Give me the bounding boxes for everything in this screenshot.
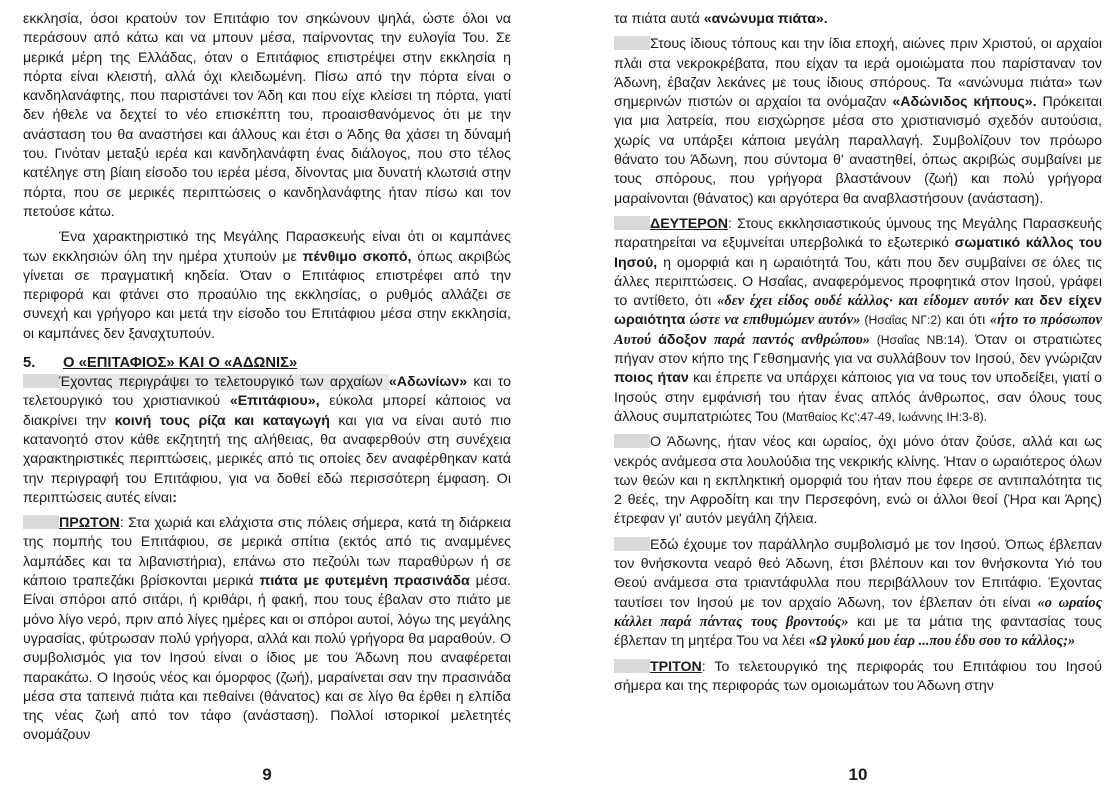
bold-phrase: σωματικό κάλλος του Ιησού, xyxy=(614,235,1102,271)
paragraph-text: Ένα χαρακτηριστικό της Μεγάλης Παρασκευής είναι ότι οι καμπάνες των εκκλησιών όλη την ημέρα χτυπούν με xyxy=(23,229,511,265)
section-title: Ο «ΕΠΙΤΑΦΙΟΣ» ΚΑΙ Ο «ΑΔΩΝΙΣ» xyxy=(63,355,298,372)
item-label: ΔΕΥΤΕΡΟΝ xyxy=(650,215,728,232)
paragraph-text: : Στα χωριά και ελάχιστα στις πόλεις σήμερα, κατά τη διάρκεια της πομπής του Επιτάφιου, σε μερικά σπίτια (εκτός από τις αναμμένες λαμπάδες και τα λιβανιστήρια), επάνω στο πεζούλι των παραθύρων ή σε κάποιο τραπεζάκι βρίσκονται μερικά xyxy=(23,515,511,590)
paragraph xyxy=(614,10,1102,29)
citation: (Ησαΐας ΝΒ:14). xyxy=(869,332,968,347)
page-number: 9 xyxy=(262,765,272,784)
paragraph-text: Έχοντας περιγράψει το τελετουργικό των αρχαίων xyxy=(59,374,389,391)
paragraph-text: Στους ίδιους τόπους και την ίδια εποχή, αιώνες πριν Χριστού, οι αρχαίοι πλάι στα νεκροκρέβατα, που είχαν τα ιερά ομοιώματα που παρίσταναν τον Άδωνη, έβαζαν λεκάνες με τους ίδιους σπόρους. Τα «ανώνυμα πιάτα» των σημερινών πιστών οι αρχαίοι τα ονόμαζαν xyxy=(614,36,1102,111)
bold-phrase: πένθιμο σκοπό, xyxy=(302,248,412,265)
paragraph-text: εύκολα μπορεί κάποιος να διακρίνει την xyxy=(23,393,512,429)
section-heading xyxy=(23,354,511,373)
paragraph xyxy=(23,514,511,746)
paragraph-text: τα πιάτα αυτά xyxy=(614,11,704,27)
paragraph xyxy=(614,35,1102,209)
left-page xyxy=(23,0,511,793)
bold-phrase: κοινή τους ρίζα και καταγωγή xyxy=(114,412,330,429)
paragraph xyxy=(614,536,1102,652)
paragraph xyxy=(23,228,511,344)
paragraph-text: η ομορφιά και η ωραιότητά Του, κάτι που δεν συμβαίνει σε όλες τις άλλες περιπτώσεις. Ο Ησαΐας, αναφερόμενος προφητικά στον Ιησού, γράφει το αντίθετο, ότι xyxy=(614,254,1102,310)
section-number: 5. xyxy=(23,355,36,372)
quote: «Ω γλυκύ μου έαρ ...που έδυ σου το κάλλος;» xyxy=(808,633,1076,650)
paragraph-text: : Το τελετουργικό της περιφοράς του Επιτάφιου του Ιησού σήμερα και της περιφοράς των ομοιωμάτων του Άδωνη στην xyxy=(614,658,1102,694)
quote: «ήτο το πρόσωπον Αυτού xyxy=(614,312,1103,348)
paragraph xyxy=(614,433,1102,529)
paragraph-text: Όταν οι στρατιώτες πήγαν στον κήπο της Γεθσημανής για να συλλάβουν τον Ιησού, δεν γνώριζαν xyxy=(614,331,1102,368)
paragraph-text: Εδώ έχουμε τον παράλληλο συμβολισμό με τον Ιησού. Όπως έβλεπαν τον θνήσκοντα νεαρό θεό Άδωνη, έτσι βλέπουν και τον θνήσκοντα Υιό του Θεού ανάμεσα στα τριαντάφυλλα που περιβάλλουν τον Επιτάφιο. Έχοντας ταυτίσει τον Ιησού με τον αρχαίο Άδωνη, τον έβλεπαν ότι είναι xyxy=(614,536,1102,611)
quote: «δεν έχει είδος ουδέ κάλλος· και είδομεν αυτόν και xyxy=(717,293,1040,310)
paragraph-text: Πρόκειται για μια λατρεία, που εισχώρησε μέσα στο χριστιανισμό σχεδόν αυτούσια, χωρίς να υπάρξει κάποια μεγάλη παραλλαγή. Συμβολίζουν τον πρόωρο θάνατο του Άδωνη, που σύντομα θ' αναστηθεί, όπως ακριβώς συμβαίνει με τους σπόρους, που γρήγορα βλαστάνουν (ζωή) και πολύ γρήγορα μαραίνονται (θάνατος) και αργότερα θα αναβλαστήσουν (ανάσταση). xyxy=(614,94,1102,207)
bold-phrase: «Αδώνιδος κήπους». xyxy=(892,94,1037,111)
paragraph-text: : Στους εκκλησιαστικούς ύμνους της Μεγάλης Παρασκευής παρατηρείται να εξυμνείται υπερβολικά το εξωτερικό xyxy=(614,215,1102,252)
item-label: ΤΡΙΤΟΝ xyxy=(650,658,702,675)
right-page xyxy=(614,0,1102,793)
quote: παρά παντός ανθρώπου» xyxy=(706,331,870,348)
paragraph-text: και το τελετουργικό του χριστιανικού xyxy=(23,374,512,410)
paragraph xyxy=(614,215,1102,427)
quote: «ο ωραίος κάλλει παρά πάντας τους βροντούς» xyxy=(614,594,1102,630)
paragraph xyxy=(23,10,511,222)
paragraph xyxy=(23,373,511,508)
bold-phrase: πιάτα με φυτεμένη πρασινάδα xyxy=(259,573,470,590)
paragraph-text: και έπρεπε να υπάρχει κάποιος για να τους τον υποδείξει, γιατί ο Ιησούς στην εμφάνισή του ήταν ένας απλός άνθρωπος, σαν όλους τους άλλους συμπατριώτες Του xyxy=(614,370,1102,425)
bold-phrase: «Επιτάφιου», xyxy=(229,393,320,410)
bold-phrase: άδοξον xyxy=(658,331,707,348)
paragraph-text: Ο Άδωνης, ήταν νέος και ωραίος, όχι μόνο όταν ζούσε, αλλά και ως νεκρός ανάμεσα στα λουλούδια της νεκρικής κλίνης. Ήταν ο ωραιότερος όλων των θεών και η εκπληκτική ομορφιά του ήταν που έφερε σε αντιπαλότητα τις 2 θεές, την Αφροδίτη και την Περσεφόνη, ενώ οι άλλοι θεοί (Ήρα και Άρης) έτρεφαν γι' αυτόν μεγάλη ζήλεια. xyxy=(614,434,1102,528)
paragraph-text: όπως ακριβώς γίνεται σε πραγματική κηδεία. Όταν ο Επιτάφιος επιστρέφει από την περιφορά και φτάνει στο προαύλιο της εκκλησίας, ο ρυθμός αλλάζει σε συνεχή και γρήγορο και μετά την είσοδο του Επιτάφιου μέσα στην εκκλησία, οι καμπάνες δεν ξαναχτυπούν. xyxy=(23,248,511,342)
paragraph-text: εκκλησία, όσοι κρατούν τον Επιτάφιο τον σηκώνουν ψηλά, ώστε όλοι να περάσουν από κάτω και να μπουν μέσα, παίρνοντας την ευλογία Του. Σε μερικά μέρη της Ελλάδας, όταν ο Επιτάφιος επιστρέψει στην εκκλησία η πόρτα είναι κλειστή, αλλά όχι κλειδωμένη. Πίσω από την πόρτα είναι ο κανδηλανάφτης, που παριστάνει τον Άδη και που είχε κλείσει τη πόρτα, γιατί δεν ήθελε να δεχτεί το νέο επισκέπτη του, προαισθανόμενος ότι με την ανάσταση του θα αναστήσει και άλλους και έτσι ο Άδης θα χάσει τη δύναμή του. Γινόταν μεταξύ ιερέα και κανδηλανάφτη ένας διάλογος, που στο τέλος κατέληγε στη βίαιη είσοδο του ιερέα μέσα, δίνοντας μια δυνατή κλωτσιά στην πόρτα, που σε μερικές περιπτώσεις ο κανδηλανάφτης ήταν πίσω και τον πετούσε κάτω. xyxy=(23,11,511,220)
bold-phrase: ποιος ήταν xyxy=(614,370,689,387)
paragraph xyxy=(614,658,1102,697)
paragraph-text: μέσα. Είναι σπόροι από σιτάρι, ή κριθάρι, ή φακή, που τους έβαλαν στο πιάτο με μόνο λίγο νερό, πριν από λίγες ημέρες και οι σπόροι αυτοί, λόγω της μεγάλης υγρασίας, φύτρωσαν πολύ γρήγορα, αλλά και πολύ γρήγορα θα μαραθούν. Ο συμβολισμός για τον Ιησού είναι ο ίδιος με του Άδωνη που αναφέρεται παρακάτω. Ο Ιησούς νέος και όμορφος (ζωή), μαραίνεται σαν την πρασινάδα μέσα στα ταπεινά πιάτα και πεθαίνει (θάνατος) και σε λίγο θα έρθει η ελπίδα της νέας ζωή από τον τάφο (ανάσταση). Πολλοί ιστορικοί μελετητές ονομάζουν xyxy=(23,573,511,744)
citation: (Ησαΐας ΝΓ:2) xyxy=(860,313,942,328)
bold-phrase: «ανώνυμα πιάτα». xyxy=(703,11,828,27)
paragraph-text: και για να είναι αυτό πιο κατανοητό στον κάθε εκζητητή της αλήθειας, θα αναφερθούν στη συνέχεια χαρακτηριστικές περιπτώσεις, μερικές από τις οποίες δεν αναφέρθηκαν κατά την περιγραφή του Επιτάφιου, για να δοθεί εδώ περισσότερη έμφαση. Οι περιπτώσεις αυτές είναι xyxy=(23,412,511,506)
item-label: ΠΡΩΤΟΝ xyxy=(59,515,120,532)
bold-phrase: δεν είχεν ωραιότητα xyxy=(614,293,1102,329)
bold-phrase: «Αδωνίων» xyxy=(388,374,468,391)
citation: (Ματθαίος Κς':47-49, Ιωάννης ΙΗ:3-8). xyxy=(781,409,988,424)
paragraph-text: και ότι xyxy=(941,312,990,329)
paragraph-text: και με τα μάτια της φαντασίας τους έβλεπαν τη μητέρα Του να λέει xyxy=(614,613,1103,650)
bold-phrase: : xyxy=(172,489,177,506)
page-number: 10 xyxy=(848,765,868,784)
quote: ώστε να επιθυμώμεν αυτόν» xyxy=(685,312,861,329)
